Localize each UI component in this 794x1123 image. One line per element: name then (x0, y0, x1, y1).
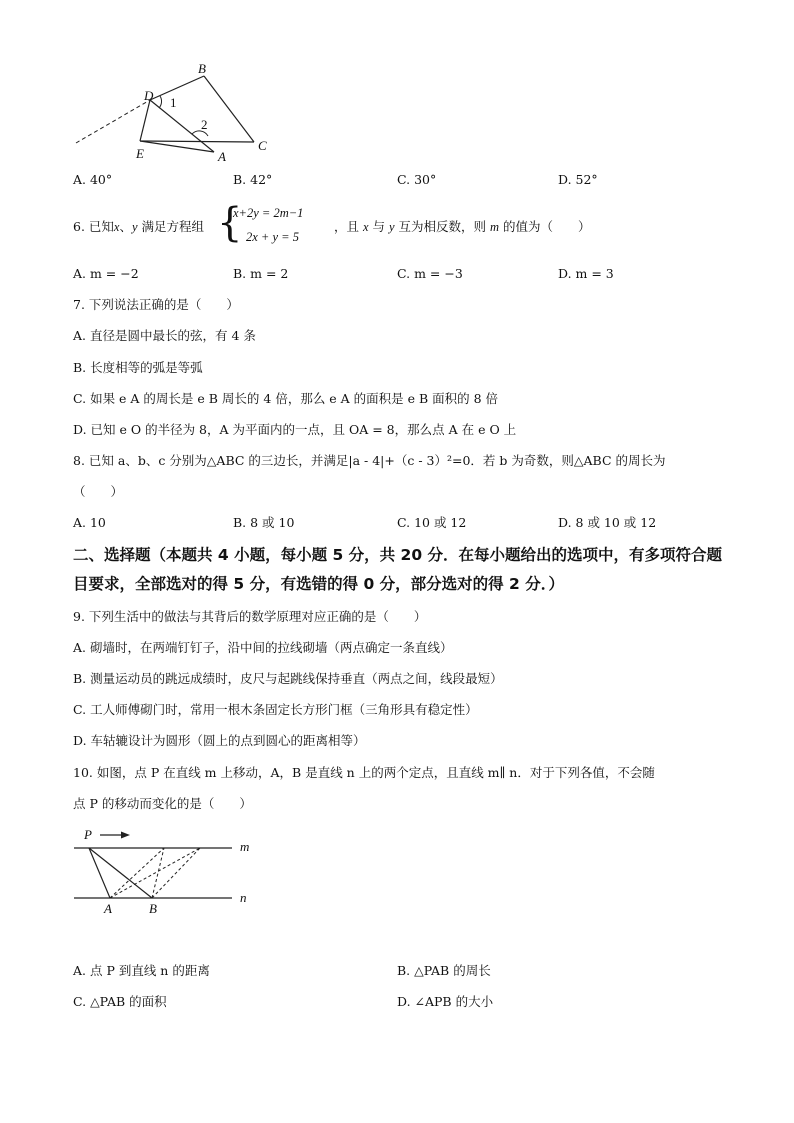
q6-equation-1: x+2y = 2m−1 (233, 206, 304, 220)
q6-equation-brace: { (217, 200, 243, 246)
q6-sep: 、 (119, 219, 132, 234)
q8-option-d: D. 8 或 10 或 12 (558, 515, 657, 530)
q6-suffix-a: ，且 (334, 219, 363, 234)
segment-PB (89, 848, 152, 898)
q7-option-a: A. 直径是圆中最长的弦，有 4 条 (73, 328, 256, 343)
q7-option-d: D. 已知 e O 的半径为 8，A 为平面内的一点，且 OA = 8，那么点 A 在 e O 上 (73, 422, 517, 437)
q10-option-c: C. △PAB 的面积 (73, 994, 167, 1009)
q10-stem-line1: 10. 如图，点 P 在直线 m 上移动，A，B 是直线 n 上的两个定点，且直线 m∥ n．对于下列各值，不会随 (73, 765, 655, 780)
q10-option-d: D. ∠APB 的大小 (397, 994, 494, 1009)
q9-option-d: D. 车轱辘设计为圆形（圆上的点到圆心的距离相等） (73, 733, 366, 748)
q7-option-b: B. 长度相等的弧是等弧 (73, 360, 203, 375)
q6-prefix: 6. 已知 (73, 219, 114, 234)
motion-arrow-head (121, 832, 130, 839)
q6-option-c: C. m = −3 (397, 266, 463, 281)
label-m: m (240, 839, 250, 854)
q6-suffix-m: m (490, 220, 500, 234)
label-P: P (84, 827, 92, 842)
q5-option-d: D. 52° (558, 172, 598, 187)
q9-option-c: C. 工人师傅砌门时，常用一根木条固定长方形门框（三角形具有稳定性） (73, 702, 478, 717)
q5-option-a: A. 40° (73, 172, 113, 187)
q6-suffix-d: 的值为（ ） (499, 219, 591, 234)
q10-option-a: A. 点 P 到直线 n 的距离 (73, 963, 210, 978)
q6-suffix-y: y (389, 220, 395, 234)
label-A: A (218, 149, 226, 164)
segment-DB (150, 76, 204, 100)
q6-option-d: D. m = 3 (558, 266, 614, 281)
q5-option-c: C. 30° (397, 172, 437, 187)
label-C: C (258, 138, 267, 153)
q10-stem-line2: 点 P 的移动而变化的是（ ） (73, 796, 252, 811)
q6-equation-2: 2x + y = 5 (246, 230, 299, 244)
q7-option-c: C. 如果 e A 的周长是 e B 周长的 4 倍，那么 e A 的面积是 e B 面积的 8 倍 (73, 391, 499, 406)
segment-BC (204, 76, 254, 142)
dashed-segment-3 (110, 848, 200, 898)
dashed-extension-line (76, 100, 150, 143)
angle-1-arc (159, 96, 162, 108)
label-D: D (144, 88, 154, 103)
label-E: E (136, 146, 144, 161)
label-A: A (104, 901, 112, 916)
q8-option-c: C. 10 或 12 (397, 515, 467, 530)
q6-option-b: B. m = 2 (233, 266, 289, 281)
q8-option-b: B. 8 或 10 (233, 515, 295, 530)
dashed-segment-2 (152, 848, 164, 898)
q5-triangle-figure (68, 60, 283, 170)
dashed-segment-4 (152, 848, 200, 898)
label-B: B (198, 61, 206, 76)
q6-suffix-c: 互为相反数，则 (394, 219, 491, 234)
q10-option-b: B. △PAB 的周长 (397, 963, 491, 978)
q7-stem: 7. 下列说法正确的是（ ） (73, 297, 239, 312)
q6-var-y: y (131, 220, 138, 234)
q6-stem-suffix (334, 219, 591, 235)
q6-var-x: x (113, 220, 120, 234)
q6-stem (73, 219, 204, 235)
segment-DE (140, 100, 150, 141)
label-1: 1 (170, 95, 177, 110)
label-2: 2 (201, 117, 208, 132)
q6-mid: 满足方程组 (137, 219, 205, 234)
q8-option-a: A. 10 (73, 515, 106, 530)
q6-suffix-x: x (362, 220, 369, 234)
q8-stem-line2: （ ） (73, 484, 124, 499)
label-B: B (149, 901, 157, 916)
segment-PA (89, 848, 110, 898)
q8-stem-line1: 8. 已知 a、b、c 分别为△ABC 的三边长，并满足|a - 4|+（c - 3）²=0．若 b 为奇数，则△ABC 的周长为 (73, 453, 666, 468)
q6-suffix-b: 与 (368, 219, 389, 234)
q9-option-b: B. 测量运动员的跳远成绩时，皮尺与起跳线保持垂直（两点之间，线段最短） (73, 671, 503, 686)
q9-stem: 9. 下列生活中的做法与其背后的数学原理对应正确的是（ ） (73, 609, 427, 624)
q5-option-b: B. 42° (233, 172, 273, 187)
q10-parallel-lines-figure (68, 824, 268, 919)
section-2-heading: 二、选择题（本题共 4 小题，每小题 5 分，共 20 分．在每小题给出的选项中，有多项符合题目要求，全部选对的得 5 分，有选错的得 0 分，部分选对的得 2 分．） (73, 546, 723, 593)
segment-EC (140, 141, 254, 142)
label-n: n (240, 890, 247, 905)
q9-option-a: A. 砌墙时，在两端钉钉子，沿中间的拉线砌墙（两点确定一条直线） (73, 640, 453, 655)
q6-option-a: A. m = −2 (73, 266, 139, 281)
